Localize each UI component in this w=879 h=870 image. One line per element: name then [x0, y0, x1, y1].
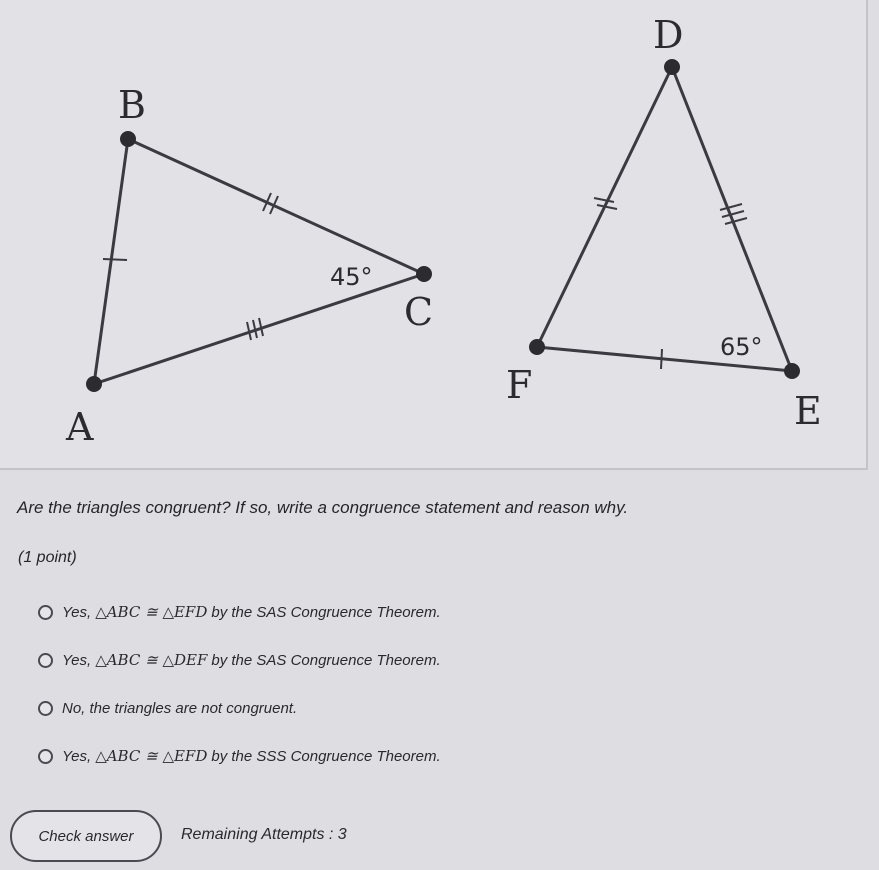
option-4[interactable]: [38, 744, 441, 768]
tick-ab: [103, 259, 127, 260]
option-3[interactable]: [38, 696, 441, 720]
tick-de-2: [722, 211, 744, 217]
side-ac: [94, 274, 424, 384]
option-math: △ABC ≅ △EFD: [95, 603, 208, 621]
option-2[interactable]: [38, 648, 441, 672]
answer-options: [38, 600, 441, 792]
vertex-b-dot: [120, 131, 136, 147]
tick-de-3: [725, 218, 747, 224]
label-e: E: [794, 389, 822, 433]
angle-e-label: 65°: [720, 333, 763, 361]
option-prefix: No, the triangles are not congruent.: [62, 699, 298, 717]
radio-button[interactable]: [38, 749, 53, 764]
side-ab: [94, 139, 128, 384]
tick-fe: [661, 349, 662, 369]
option-1[interactable]: [38, 600, 441, 624]
vertex-f-dot: [529, 339, 545, 355]
option-suffix: by the SSS Congruence Theorem.: [211, 747, 441, 765]
label-c: C: [404, 290, 434, 334]
side-bc: [128, 139, 424, 274]
angle-c-label: 45°: [330, 263, 373, 291]
option-math: △ABC ≅ △EFD: [95, 747, 208, 765]
side-de: [672, 67, 792, 371]
tick-df-1: [594, 198, 614, 202]
vertex-a-dot: [86, 376, 102, 392]
option-prefix: Yes,: [62, 651, 92, 669]
tick-de-1: [720, 204, 742, 210]
check-answer-button[interactable]: Check answer: [10, 810, 162, 862]
label-f: F: [506, 363, 533, 407]
radio-button[interactable]: [38, 653, 53, 668]
vertex-e-dot: [784, 363, 800, 379]
radio-button[interactable]: [38, 605, 53, 620]
option-prefix: Yes,: [62, 603, 92, 621]
triangle-abc: [94, 139, 424, 384]
remaining-attempts: Remaining Attempts : 3: [181, 826, 347, 843]
question-text: Are the triangles congruent? If so, write a congruence statement and reason why.: [17, 498, 629, 517]
vertex-d-dot: [664, 59, 680, 75]
radio-button[interactable]: [38, 701, 53, 716]
vertex-c-dot: [416, 266, 432, 282]
point-value: (1 point): [18, 549, 77, 566]
label-a: A: [66, 405, 94, 449]
label-b: B: [118, 83, 146, 127]
option-suffix: by the SAS Congruence Theorem.: [211, 651, 441, 669]
tick-df-2: [597, 205, 617, 209]
option-math: △ABC ≅ △DEF: [95, 651, 208, 669]
option-suffix: by the SAS Congruence Theorem.: [211, 603, 441, 621]
label-d: D: [653, 13, 684, 57]
option-prefix: Yes,: [62, 747, 92, 765]
triangle-def: [537, 67, 792, 371]
